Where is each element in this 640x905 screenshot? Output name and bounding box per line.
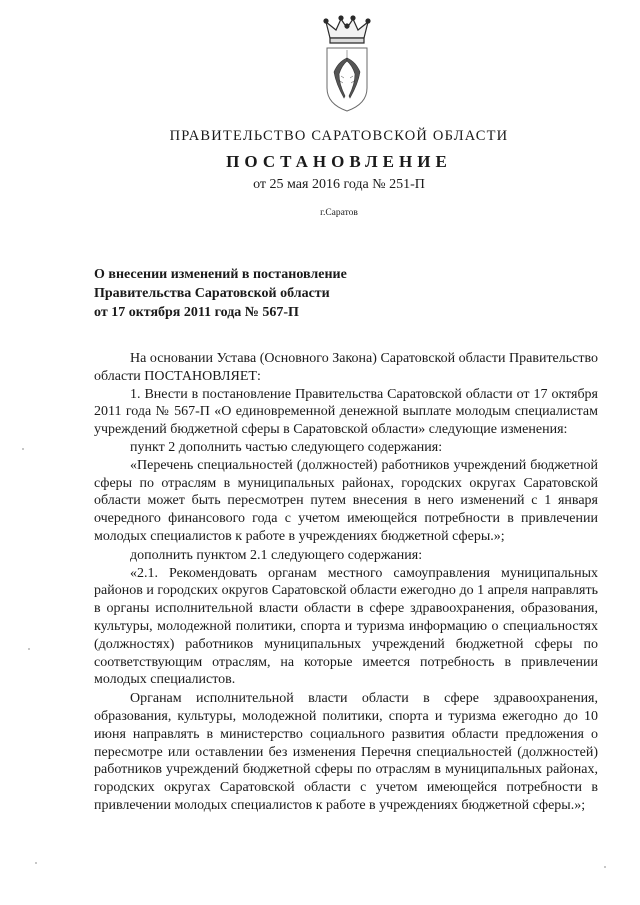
body-paragraph: дополнить пунктом 2.1 следующего содержания: [130, 547, 423, 563]
saratov-coat-of-arms-emblem [318, 14, 376, 114]
body-paragraph: На основании Устава (Основного Закона) Саратовской области Правительство области ПОСТАНОВЛЯЕТ: [94, 351, 598, 384]
subject-line: от 17 октября 2011 года № 567-П [94, 305, 299, 320]
body-paragraph: 1. Внести в постановление Правительства Саратовской области от 17 октября 2011 года № 567-П «О единовременной денежной выплате молодым специалистам учреждений бюджетной сферы в Саратовской области» следующие изменения: [94, 386, 598, 438]
document-subject [94, 265, 414, 322]
scan-speck [35, 862, 37, 864]
body-paragraph: «Перечень специальностей (должностей) работников учреждений бюджетной сферы по отраслям в муниципальных районах, городских округах Саратовской области может быть пересмотрен путем внесения в него изменений с 1 января очередного финансового года с учетом имеющейся потребности в привлечении молодых специалистов к работе в учреждениях бюджетной сферы.»; [94, 457, 598, 544]
document-city: г.Саратов [320, 208, 358, 218]
government-name: ПРАВИТЕЛЬСТВО САРАТОВСКОЙ ОБЛАСТИ [169, 128, 509, 144]
scan-speck [22, 448, 24, 450]
body-paragraph: Органам исполнительной власти области в сфере здравоохранения, образования, культуры, молодежной политики, спорта и туризма ежегодно до 10 июня направлять в министерство социального развития области предложения о пересмотре или оставлении без изменения Перечня специальностей (должностей) работников учреждений бюджетной сферы по отраслям в муниципальных районах, городских округах Саратовской области с учетом имеющейся потребности в привлечении молодых специалистов к работе в учреждениях бюджетной сферы.»; [94, 691, 598, 813]
body-paragraph: «2.1. Рекомендовать органам местного самоуправления муниципальных районов и городских округов Саратовской области ежегодно до 1 апреля направлять в органы исполнительной власти области в сфере здравоохранения, образования, культуры, молодежной политики, спорта и туризма информацию о специальностях (должностях) работников муниципальных учреждений бюджетной сферы по соответствующим отраслям, на которые имеется потребность в привлечении молодых специалистов. [94, 565, 598, 688]
subject-line: О внесении изменений в постановление [94, 267, 347, 282]
scan-speck [28, 648, 30, 650]
subject-line: Правительства Саратовской области [94, 286, 330, 301]
document-type: ПОСТАНОВЛЕНИЕ [226, 152, 452, 171]
document-body [94, 350, 598, 815]
document-date-number: от 25 мая 2016 года № 251-П [253, 177, 425, 192]
body-paragraph: пункт 2 дополнить частью следующего содержания: [130, 439, 443, 455]
scan-speck [604, 866, 606, 868]
